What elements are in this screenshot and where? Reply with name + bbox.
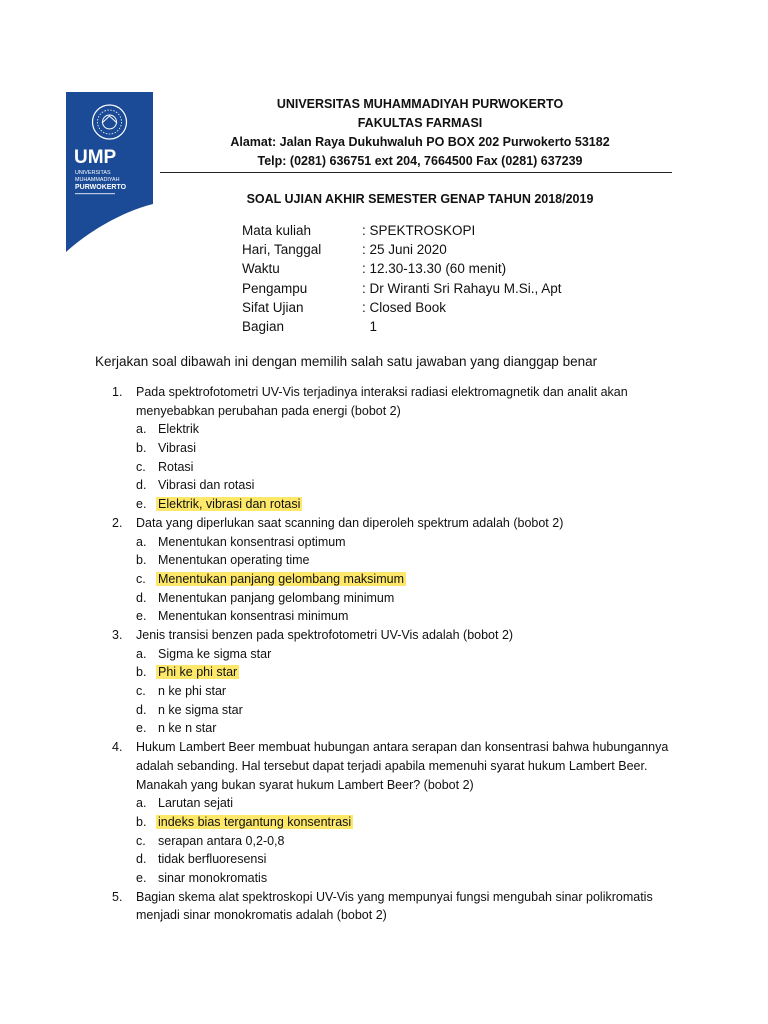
info-value: 1 (362, 318, 378, 334)
question-number: 3. (112, 627, 123, 642)
info-row (242, 317, 562, 336)
exam-info (242, 221, 562, 336)
option-text: Vibrasi dan rotasi (158, 478, 255, 493)
option[interactable] (136, 495, 682, 514)
question-number: 2. (112, 515, 123, 530)
option-text: n ke sigma star (158, 702, 243, 717)
info-row (242, 221, 562, 240)
logo-brand: UMP (74, 147, 117, 168)
option[interactable] (136, 663, 682, 682)
option-text: Sigma ke sigma star (158, 646, 272, 661)
option-text: sinar monokromatis (158, 870, 268, 885)
option[interactable] (136, 476, 682, 495)
option-letter: d. (136, 590, 147, 605)
option-letter: c. (136, 571, 146, 586)
option-letter: a. (136, 796, 147, 811)
option-text-highlighted: indeks bias tergantung konsentrasi (158, 814, 352, 829)
option-text: n ke phi star (158, 684, 227, 699)
option-letter: d. (136, 852, 147, 867)
question (112, 383, 682, 514)
phone: Telp: (0281) 636751 ext 204, 7664500 Fax (0281) 637239 (257, 154, 583, 168)
info-label: Pengampu (242, 280, 308, 296)
info-label: Waktu (242, 261, 280, 277)
logo-line2: MUHAMMADIYAH (75, 177, 120, 183)
option-text-highlighted: Phi ke phi star (158, 665, 238, 680)
info-row (242, 279, 562, 298)
question-text: Data yang diperlukan saat scanning dan diperoleh spektrum adalah (bobot 2) (136, 515, 564, 530)
option[interactable] (136, 533, 682, 552)
logo-line1: UNIVERSITAS (75, 170, 111, 176)
option-text-highlighted: Elektrik, vibrasi dan rotasi (158, 497, 301, 512)
info-label: Hari, Tanggal (242, 242, 322, 258)
option[interactable] (136, 701, 682, 720)
option-letter: d. (136, 478, 147, 493)
logo-line3: PURWOKERTO (75, 184, 127, 191)
option[interactable] (136, 570, 682, 589)
option[interactable] (136, 420, 682, 439)
option-letter: b. (136, 441, 147, 456)
info-value: : Closed Book (362, 299, 447, 315)
question-text: Hukum Lambert Beer membuat hubungan antara serapan dan konsentrasi bahwa hubungannya adalah sebanding. Hal tersebut dapat terjadi apabila memenuhi syarat hukum Lambert Beer. Manakah yang bukan syarat hukum Lambert Beer? (bobot 2) (136, 740, 669, 792)
option[interactable] (136, 832, 682, 851)
info-value: : SPEKTROSKOPI (362, 223, 476, 238)
option-text: tidak berfluoresensi (158, 852, 267, 867)
question-text: Bagian skema alat spektroskopi UV-Vis yang mempunyai fungsi mengubah sinar polikromatis menjadi sinar monokromatis adalah (bobot 2) (136, 889, 653, 923)
instruction: Kerjakan soal dibawah ini dengan memilih salah satu jawaban yang dianggap benar (95, 354, 598, 369)
option[interactable] (136, 682, 682, 701)
info-label: Bagian (242, 318, 285, 334)
option-list (136, 420, 682, 513)
option-letter: b. (136, 665, 147, 680)
question (112, 626, 682, 738)
option[interactable] (136, 813, 682, 832)
info-value: : 12.30-13.30 (60 menit) (362, 261, 507, 277)
question-number: 4. (112, 740, 123, 755)
faculty-name: FAKULTAS FARMASI (357, 116, 483, 130)
option-letter: a. (136, 534, 147, 549)
option-letter: e. (136, 870, 147, 885)
option[interactable] (136, 794, 682, 813)
option-letter: e. (136, 497, 147, 512)
option[interactable] (136, 589, 682, 608)
info-row (242, 240, 562, 259)
question (112, 888, 682, 925)
option-text: Menentukan konsentrasi optimum (158, 534, 346, 549)
option-list (136, 645, 682, 738)
option-letter: b. (136, 814, 147, 829)
question (112, 514, 682, 626)
option-letter: a. (136, 422, 147, 437)
option-text: Larutan sejati (158, 796, 234, 811)
info-label: Sifat Ujian (242, 299, 304, 315)
header-divider (160, 172, 672, 173)
option-list (136, 794, 682, 887)
option-text: Menentukan operating time (158, 553, 310, 568)
option-text: Menentukan konsentrasi minimum (158, 609, 349, 624)
option-list (136, 533, 682, 626)
option-text-highlighted: Menentukan panjang gelombang maksimum (158, 571, 404, 586)
option-letter: e. (136, 609, 147, 624)
exam-title: SOAL UJIAN AKHIR SEMESTER GENAP TAHUN 2018/2019 (246, 192, 594, 206)
info-value: : Dr Wiranti Sri Rahayu M.Si., Apt (362, 280, 562, 296)
option-letter: b. (136, 553, 147, 568)
option-letter: c. (136, 459, 146, 474)
info-value: : 25 Juni 2020 (362, 242, 447, 258)
option-letter: d. (136, 702, 147, 717)
question-number: 5. (112, 889, 123, 904)
option-text: Elektrik (158, 422, 199, 437)
option[interactable] (136, 458, 682, 477)
option[interactable] (136, 439, 682, 458)
question-text: Pada spektrofotometri UV-Vis terjadinya interaksi radiasi elektromagnetik dan analit akan menyebabkan perubahan pada energi (bobot 2) (136, 385, 628, 418)
option-text: n ke n star (158, 721, 217, 736)
question-text: Jenis transisi benzen pada spektrofotometri UV-Vis adalah (bobot 2) (136, 627, 514, 642)
question-list (112, 383, 682, 925)
question-number: 1. (112, 385, 123, 399)
info-row (242, 259, 562, 278)
option-text: serapan antara 0,2-0,8 (158, 833, 285, 848)
option-text: Vibrasi (158, 441, 196, 456)
option-letter: a. (136, 646, 147, 661)
option-text: Menentukan panjang gelombang minimum (158, 590, 395, 605)
option-text: Rotasi (158, 459, 194, 474)
option-letter: c. (136, 833, 146, 848)
university-name: UNIVERSITAS MUHAMMADIYAH PURWOKERTO (276, 97, 564, 111)
option-letter: c. (136, 684, 146, 699)
address: Alamat: Jalan Raya Dukuhwaluh PO BOX 202 Purwokerto 53182 (230, 135, 610, 149)
info-row (242, 298, 562, 317)
option[interactable] (136, 607, 682, 626)
option[interactable] (136, 719, 682, 738)
letterhead (150, 95, 690, 171)
option[interactable] (136, 869, 682, 888)
option-letter: e. (136, 721, 147, 736)
ump-logo (66, 92, 153, 252)
option[interactable] (136, 551, 682, 570)
question (112, 738, 682, 888)
option[interactable] (136, 645, 682, 664)
option[interactable] (136, 850, 682, 869)
info-label: Mata kuliah (242, 223, 312, 238)
